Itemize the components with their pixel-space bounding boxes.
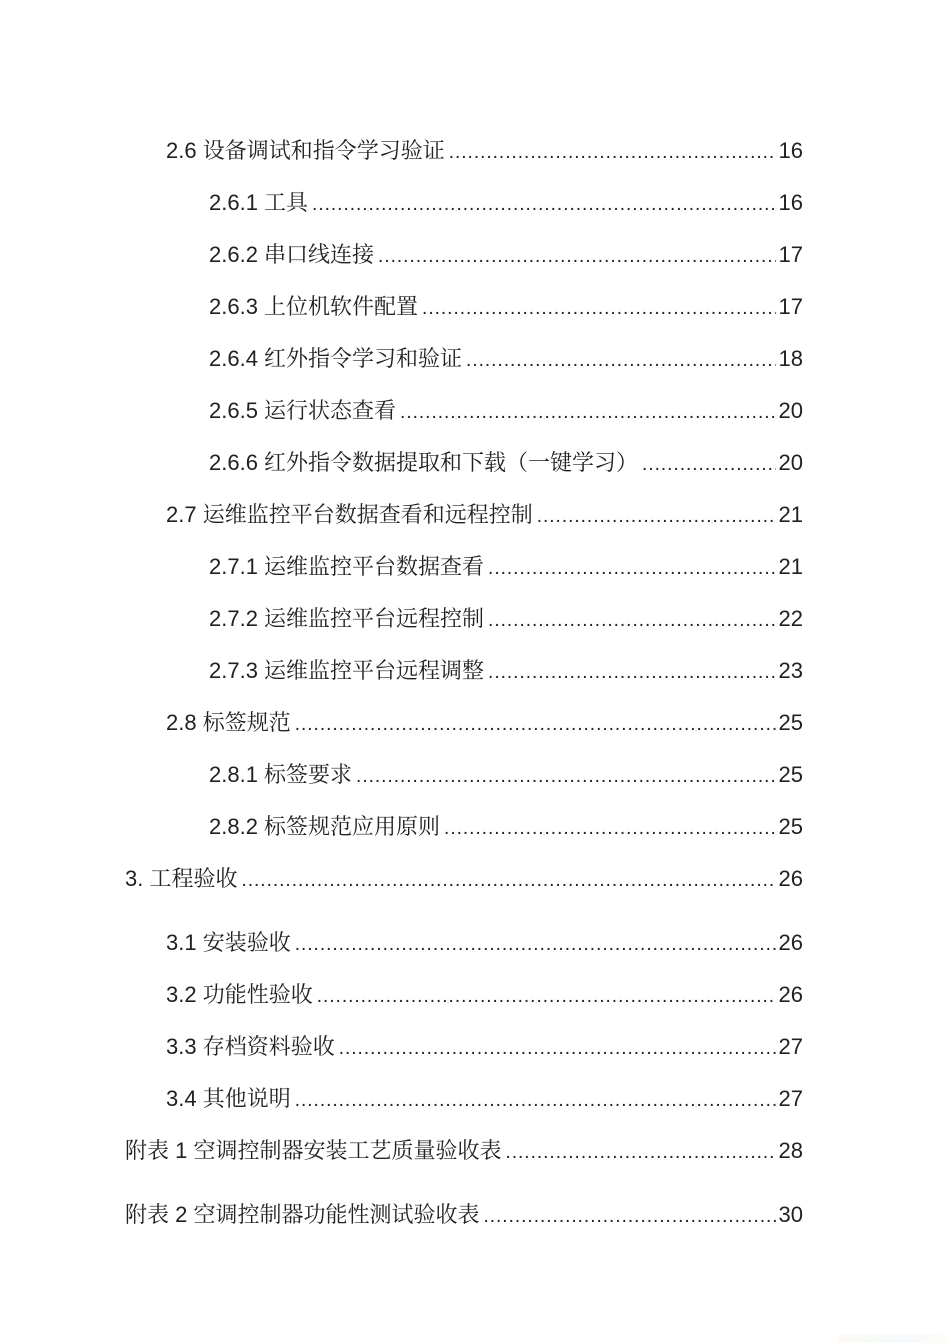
dot-leader-icon [295,710,776,738]
dot-leader-icon [505,1138,775,1166]
dot-leader-icon [488,658,775,686]
toc-entry[interactable] [125,762,803,790]
dot-leader-icon [295,1086,776,1114]
dot-leader-icon [241,866,775,894]
toc-entry[interactable] [125,814,803,842]
toc-entry-label: 2.6.2 串口线连接 [209,242,375,267]
dot-leader-icon [488,606,775,634]
toc-entry-page-number: 17 [778,242,803,267]
toc-entry-label: 2.8.1 标签要求 [209,762,353,787]
toc-entry-page-number: 16 [778,138,803,163]
toc-entry-page-number: 28 [778,1138,803,1163]
toc-entry[interactable] [125,138,803,166]
toc-entry-page-number: 27 [778,1034,803,1059]
dot-leader-icon [642,450,775,478]
toc-entry-page-number: 27 [778,1086,803,1111]
toc-entry-page-number: 30 [778,1202,803,1227]
toc-entry-label: 3. 工程验收 [125,866,238,891]
toc-entry-label: 2.6.3 上位机软件配置 [209,294,419,319]
dot-leader-icon [466,346,775,374]
dot-leader-icon [295,930,776,958]
toc-entry-label: 2.7 运维监控平台数据查看和远程控制 [166,502,533,527]
dot-leader-icon [537,502,776,530]
toc-entry[interactable] [125,294,803,322]
dot-leader-icon [483,1202,775,1230]
dot-leader-icon [339,1034,776,1062]
toc-entry-page-number: 21 [778,554,803,579]
toc-entry[interactable] [125,982,803,1010]
dot-leader-icon [356,762,775,790]
toc-entry-label: 2.6.4 红外指令学习和验证 [209,346,463,371]
toc-entry[interactable] [125,710,803,738]
toc-entry-label: 3.1 安装验收 [166,930,291,955]
toc-entry[interactable] [125,398,803,426]
toc-entry[interactable] [125,1086,803,1114]
toc-entry[interactable] [125,1034,803,1062]
toc-entry[interactable] [125,866,803,894]
toc-entry-label: 2.8.2 标签规范应用原则 [209,814,441,839]
toc-entry-label: 2.6.1 工具 [209,190,309,215]
toc-entry-label: 2.6.6 红外指令数据提取和下载（一键学习） [209,450,639,475]
toc-entry[interactable] [125,554,803,582]
toc-entry-page-number: 18 [778,346,803,371]
faint-watermark [838,1334,948,1343]
toc-entry-label: 附表 1 空调控制器安装工艺质量验收表 [125,1138,502,1163]
toc-entry-page-number: 26 [778,930,803,955]
toc-entry-page-number: 17 [778,294,803,319]
toc-entry-page-number: 22 [778,606,803,631]
dot-leader-icon [317,982,776,1010]
toc-entry[interactable] [125,346,803,374]
toc-entry[interactable] [125,190,803,218]
dot-leader-icon [449,138,776,166]
toc-entry-page-number: 25 [778,710,803,735]
dot-leader-icon [312,190,775,218]
toc-entry[interactable] [125,1138,803,1166]
toc-entry[interactable] [125,658,803,686]
toc-entry[interactable] [125,606,803,634]
toc-entry-label: 3.2 功能性验收 [166,982,313,1007]
dot-leader-icon [400,398,775,426]
toc-entry-label: 2.6.5 运行状态查看 [209,398,397,423]
dot-leader-icon [378,242,775,270]
toc-entry-label: 2.8 标签规范 [166,710,291,735]
toc-entry-page-number: 20 [778,398,803,423]
toc-entry-label: 附表 2 空调控制器功能性测试验收表 [125,1202,480,1227]
toc-entry[interactable] [125,502,803,530]
dot-leader-icon [488,554,775,582]
toc-entry-label: 3.4 其他说明 [166,1086,291,1111]
toc-entry-label: 2.7.1 运维监控平台数据查看 [209,554,485,579]
dot-leader-icon [444,814,775,842]
toc-entry[interactable] [125,242,803,270]
dot-leader-icon [422,294,775,322]
toc-entry-page-number: 26 [778,866,803,891]
toc-entry-page-number: 21 [778,502,803,527]
toc-entry[interactable] [125,450,803,478]
toc-entry-page-number: 20 [778,450,803,475]
toc-entry-label: 2.7.2 运维监控平台远程控制 [209,606,485,631]
toc-entry-label: 2.6 设备调试和指令学习验证 [166,138,445,163]
toc-entry-page-number: 26 [778,982,803,1007]
toc-entry[interactable] [125,930,803,958]
table-of-contents [125,138,803,1254]
toc-entry-label: 3.3 存档资料验收 [166,1034,335,1059]
toc-entry-page-number: 16 [778,190,803,215]
toc-entry-label: 2.7.3 运维监控平台远程调整 [209,658,485,683]
toc-entry-page-number: 23 [778,658,803,683]
toc-entry-page-number: 25 [778,762,803,787]
toc-entry[interactable] [125,1202,803,1230]
toc-entry-page-number: 25 [778,814,803,839]
